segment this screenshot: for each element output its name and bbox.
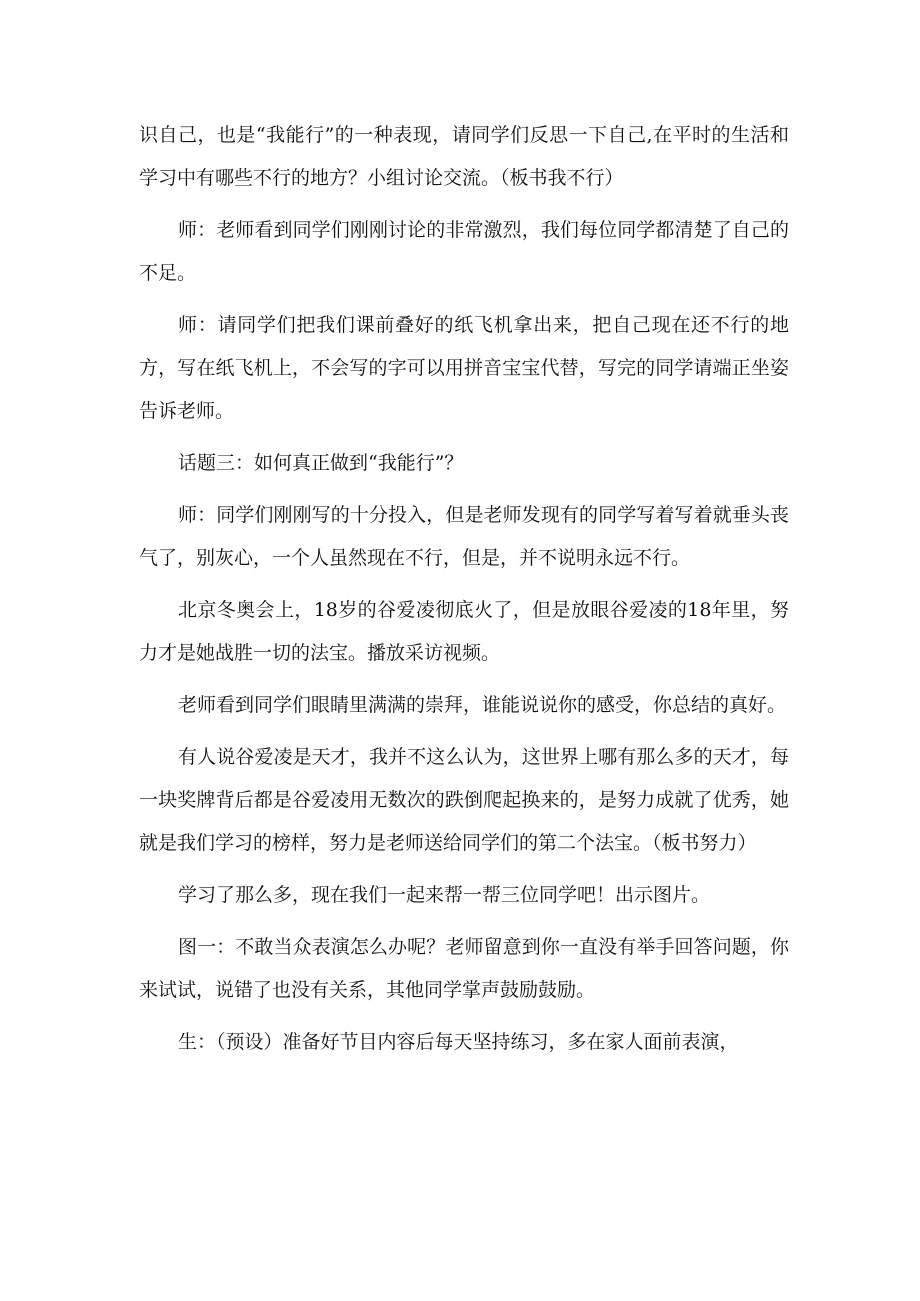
- paragraph-8: 有人说谷爱凌是天才，我并不这么认为，这世界上哪有那么多的天才，每一块奖牌背后都是谷爱凌用无数次的跌倒爬起换来的，是努力成就了优秀，她就是我们学习的榜样，努力是老师送给同学们的第二个法宝。（板书努力）: [139, 746, 789, 854]
- paragraph-3: 师：请同学们把我们课前叠好的纸飞机拿出来，把自己现在还不行的地方，写在纸飞机上，不会写的字可以用拼音宝宝代替，写完的同学请端正坐姿告诉老师。: [139, 314, 789, 422]
- document-body: [139, 114, 789, 1073]
- paragraph-7: 老师看到同学们眼睛里满满的崇拜，谁能说说你的感受，你总结的真好。: [178, 694, 787, 716]
- paragraph-6: 北京冬奥会上，18岁的谷爱凌彻底火了，但是放眼谷爱凌的18年里，努力才是她战胜一切的法宝。播放采访视频。: [139, 599, 789, 664]
- paragraph-10: 图一：不敢当众表演怎么办呢？老师留意到你一直没有举手回答问题，你来试试，说错了也没有关系，其他同学掌声鼓励鼓励。: [139, 936, 789, 1001]
- paragraph-1: 识自己，也是“我能行”的一种表现，请同学们反思一下自己,在平时的生活和学习中有哪些不行的地方？小组讨论交流。（板书我不行）: [139, 124, 789, 189]
- paragraph-9: 学习了那么多，现在我们一起来帮一帮三位同学吧！出示图片。: [178, 884, 711, 906]
- paragraph-11: 生：（预设）准备好节目内容后每天坚持练习，多在家人面前表演，: [178, 1031, 739, 1053]
- paragraph-4: 话题三：如何真正做到“我能行”？: [178, 452, 464, 474]
- paragraph-5: 师：同学们刚刚写的十分投入，但是老师发现有的同学写着写着就垂头丧气了，别灰心，一个人虽然现在不行，但是，并不说明永远不行。: [139, 504, 789, 569]
- paragraph-2: 师：老师看到同学们刚刚讨论的非常激烈，我们每位同学都清楚了自己的不足。: [139, 219, 789, 284]
